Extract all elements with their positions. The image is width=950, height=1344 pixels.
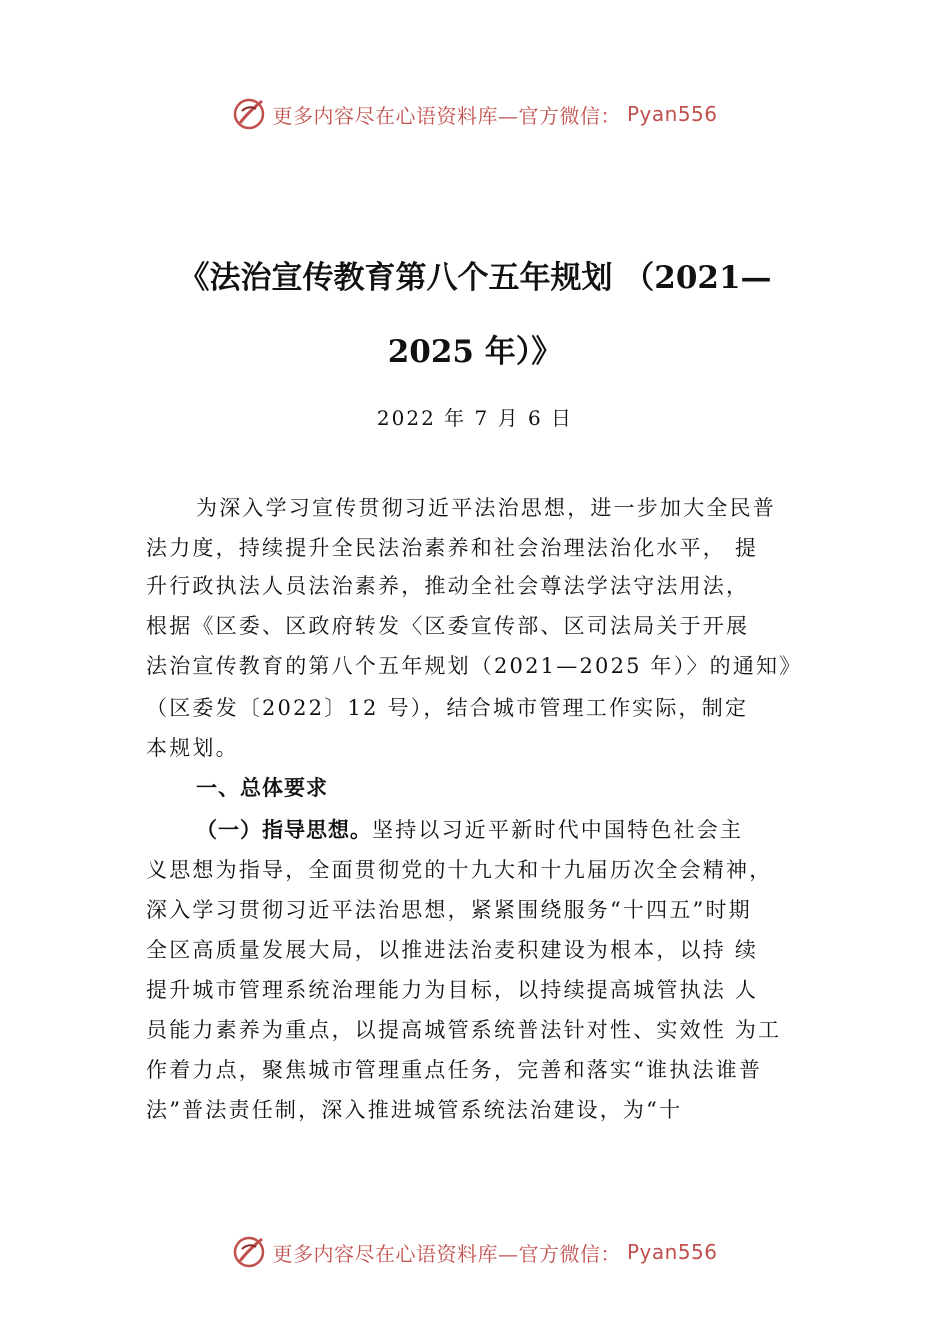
watermark-header bbox=[0, 94, 950, 134]
paragraph-line: 为深入学习宣传贯彻习近平法治思想，进一步加大全民普 bbox=[196, 496, 776, 520]
paragraph-line: 员能力素养为重点，以提高城管系统普法针对性、实效性 为工 bbox=[146, 1018, 782, 1042]
paragraph-line: （区委发〔2022〕12 号），结合城市管理工作实际，制定 bbox=[146, 696, 749, 720]
paragraph-line: 作着力点，聚焦城市管理重点任务，完善和落实“谁执法谁普 bbox=[146, 1058, 763, 1082]
document-title-line-1: 《法治宣传教育第八个五年规划 （2021— bbox=[178, 260, 772, 296]
subsection-first-line bbox=[196, 812, 886, 848]
paragraph-line: 深入学习贯彻习近平法治思想，紧紧围绕服务“十四五”时期 bbox=[146, 898, 752, 922]
paragraph-line: 法力度，持续提升全民法治素养和社会治理法治化水平， 提 bbox=[146, 536, 759, 560]
watermark-wechat-id: Pyan556 bbox=[626, 102, 718, 126]
paragraph-line: 提升城市管理系统治理能力为目标，以持续提高城管执法 人 bbox=[146, 978, 759, 1002]
paragraph-line: 法”普法责任制，深入推进城管系统法治建设，为“十 bbox=[146, 1098, 683, 1122]
section-heading bbox=[196, 770, 836, 806]
watermark-text: 更多内容尽在心语资料库—官方微信： bbox=[272, 1241, 621, 1266]
watermark-wechat-id: Pyan556 bbox=[626, 1240, 718, 1264]
paragraph-line: 本规划。 bbox=[146, 736, 239, 760]
subsection-text: 坚持以习近平新时代中国特色社会主 bbox=[372, 818, 744, 842]
brand-logo-icon bbox=[232, 1235, 266, 1269]
paragraph-line: 全区高质量发展大局，以推进法治麦积建设为根本，以持 续 bbox=[146, 938, 759, 962]
watermark-text: 更多内容尽在心语资料库—官方微信： bbox=[272, 103, 621, 128]
document-title-line-2: 2025 年）》 bbox=[387, 334, 563, 370]
watermark-footer bbox=[0, 1232, 950, 1272]
paragraph-line: 义思想为指导，全面贯彻党的十九大和十九届历次全会精神， bbox=[146, 858, 773, 882]
document-date: 2022 年 7 月 6 日 bbox=[376, 406, 574, 430]
paragraph-line: 根据《区委、区政府转发〈区委宣传部、区司法局关于开展 bbox=[146, 614, 750, 638]
brand-logo-icon bbox=[232, 97, 266, 131]
paragraph-line: 升行政执法人员法治素养，推动全社会尊法学法守法用法， bbox=[146, 574, 750, 598]
subsection-heading: （一）指导思想。 bbox=[196, 818, 372, 842]
section-heading-text: 一、总体要求 bbox=[196, 776, 328, 800]
paragraph-line: 法治宣传教育的第八个五年规划（2021—2025 年）〉的通知》 bbox=[146, 654, 803, 678]
